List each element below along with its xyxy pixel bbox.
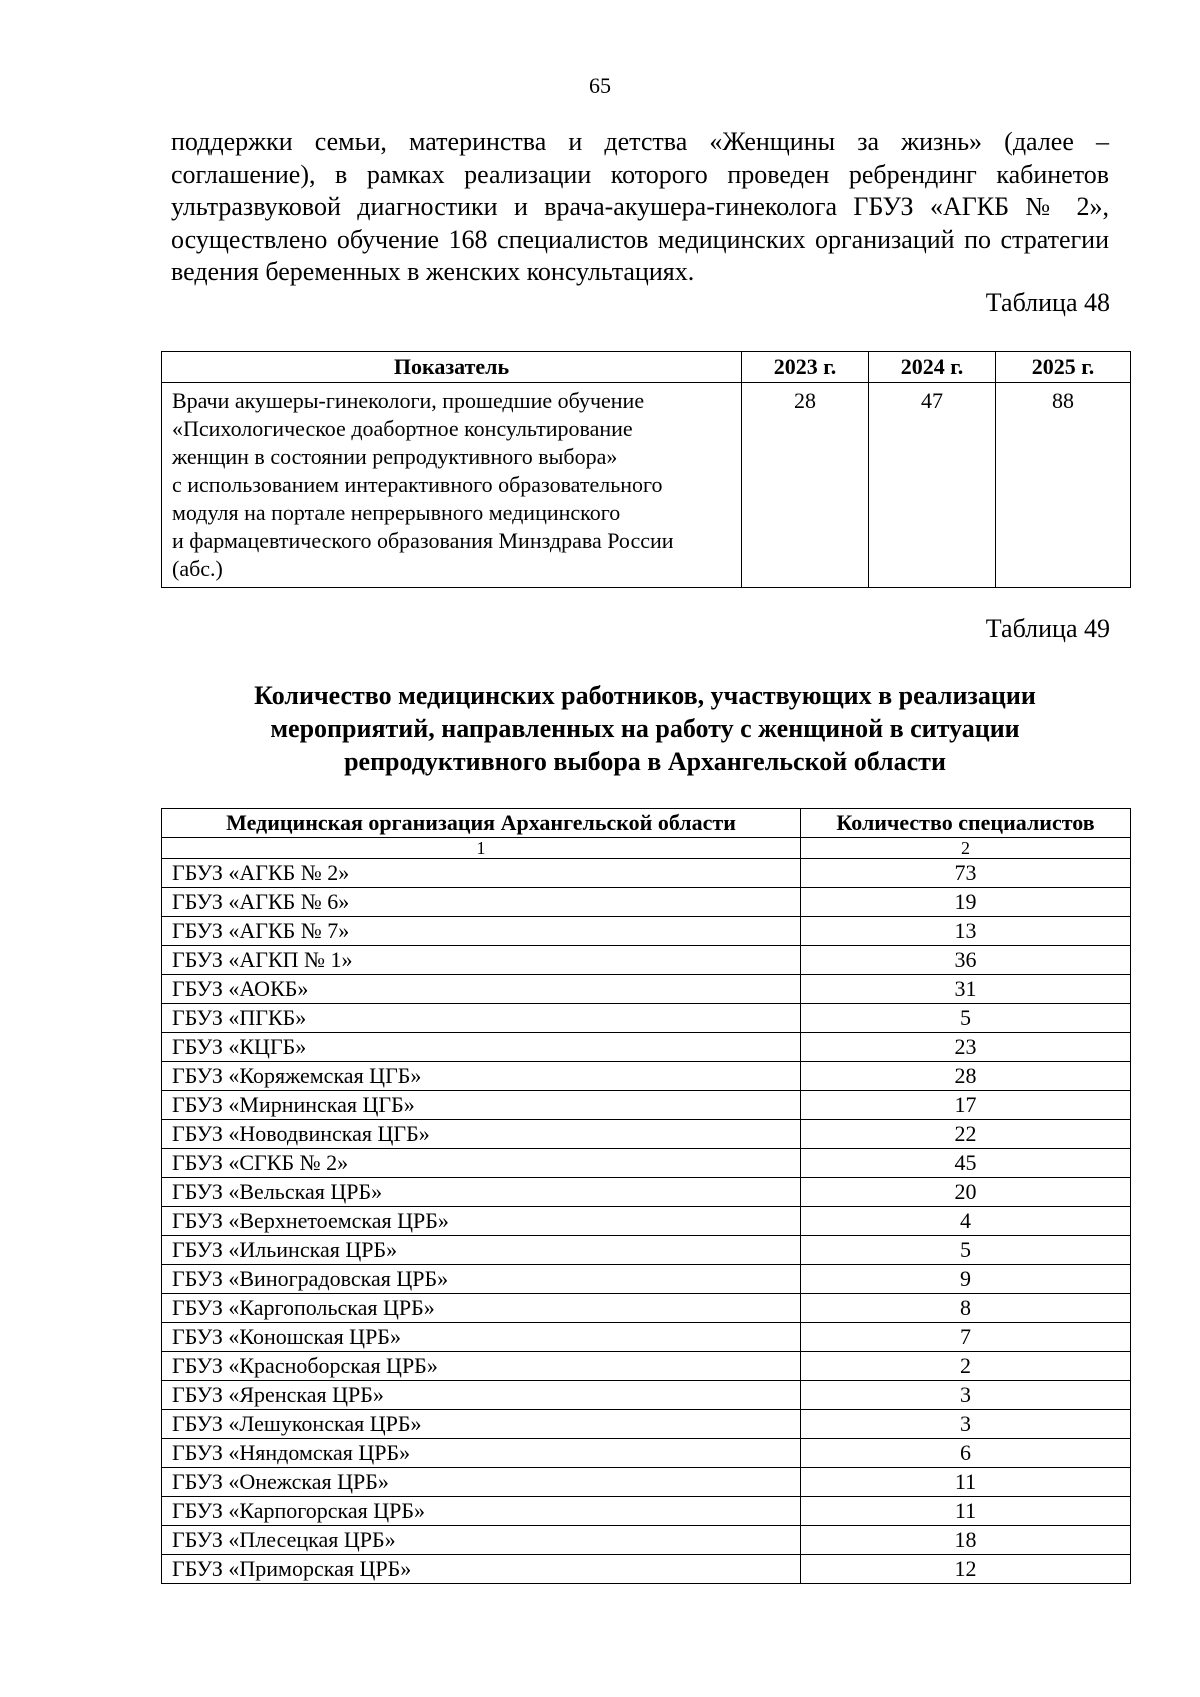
org-name-cell: ГБУЗ «Ильинская ЦРБ» (162, 1236, 801, 1265)
table-row (162, 946, 1131, 975)
specialist-count-cell: 12 (801, 1555, 1131, 1584)
specialist-count-cell: 9 (801, 1265, 1131, 1294)
org-name-cell: ГБУЗ «КЦГБ» (162, 1033, 801, 1062)
table-row (162, 1439, 1131, 1468)
indicator-cell (162, 383, 742, 588)
table-row (162, 1352, 1131, 1381)
org-name-cell: ГБУЗ «Вельская ЦРБ» (162, 1178, 801, 1207)
specialist-count-cell: 4 (801, 1207, 1131, 1236)
org-name-cell: ГБУЗ «Мирнинская ЦГБ» (162, 1091, 801, 1120)
org-name-cell: ГБУЗ «Карпогорская ЦРБ» (162, 1497, 801, 1526)
org-name-cell: ГБУЗ «ПГКБ» (162, 1004, 801, 1033)
table-row (162, 1381, 1131, 1410)
specialist-count-cell: 45 (801, 1149, 1131, 1178)
specialist-count-cell: 19 (801, 888, 1131, 917)
table-row (162, 1468, 1131, 1497)
table-49-title (160, 679, 1130, 778)
table-row (162, 888, 1131, 917)
page-number: 65 (589, 73, 611, 98)
specialist-count-cell: 28 (801, 1062, 1131, 1091)
table-48 (161, 351, 1131, 588)
specialist-count-cell: 3 (801, 1381, 1131, 1410)
indicator-line: женщин в состоянии репродуктивного выбора» (172, 444, 618, 469)
table-row (162, 1555, 1131, 1584)
table-48-caption: Таблица 48 (985, 288, 1110, 317)
table-48-header-row (162, 352, 1131, 383)
column-number: 1 (162, 838, 801, 859)
table-row (162, 1323, 1131, 1352)
specialist-count-cell: 13 (801, 917, 1131, 946)
org-name-cell: ГБУЗ «Коряжемская ЦГБ» (162, 1062, 801, 1091)
specialist-count-cell: 20 (801, 1178, 1131, 1207)
org-name-cell: ГБУЗ «Няндомская ЦРБ» (162, 1439, 801, 1468)
specialist-count-cell: 73 (801, 859, 1131, 888)
specialist-count-cell: 5 (801, 1236, 1131, 1265)
table-row (162, 383, 1131, 588)
table-49 (161, 808, 1131, 1584)
org-name-cell: ГБУЗ «Коношская ЦРБ» (162, 1323, 801, 1352)
table-row (162, 975, 1131, 1004)
table-row (162, 1410, 1131, 1439)
specialist-count-cell: 23 (801, 1033, 1131, 1062)
specialist-count-cell: 17 (801, 1091, 1131, 1120)
specialist-count-cell: 7 (801, 1323, 1131, 1352)
column-number: 2 (801, 838, 1131, 859)
value-2023: 28 (742, 383, 869, 588)
org-name-cell: ГБУЗ «АГКП № 1» (162, 946, 801, 975)
table-row (162, 1497, 1131, 1526)
org-name-cell: ГБУЗ «Каргопольская ЦРБ» (162, 1294, 801, 1323)
value-2024: 47 (869, 383, 996, 588)
table-row (162, 1526, 1131, 1555)
org-name-cell: ГБУЗ «Приморская ЦРБ» (162, 1555, 801, 1584)
org-name-cell: ГБУЗ «АОКБ» (162, 975, 801, 1004)
org-name-cell: ГБУЗ «Виноградовская ЦРБ» (162, 1265, 801, 1294)
table-49-caption: Таблица 49 (985, 614, 1110, 643)
header-indicator: Показатель (162, 352, 742, 383)
specialist-count-cell: 3 (801, 1410, 1131, 1439)
org-name-cell: ГБУЗ «Верхнетоемская ЦРБ» (162, 1207, 801, 1236)
org-name-cell: ГБУЗ «Плесецкая ЦРБ» (162, 1526, 801, 1555)
table-row (162, 1294, 1131, 1323)
value-2025: 88 (996, 383, 1131, 588)
table-row (162, 1062, 1131, 1091)
title-line: Количество медицинских работников, участвующих в реализации (254, 681, 1036, 710)
indicator-line: (абс.) (172, 556, 223, 581)
indicator-line: с использованием интерактивного образовательного (172, 472, 663, 497)
specialist-count-cell: 5 (801, 1004, 1131, 1033)
table-row (162, 1120, 1131, 1149)
org-name-cell: ГБУЗ «АГКБ № 6» (162, 888, 801, 917)
column-number-row (162, 838, 1131, 859)
indicator-line: «Психологическое доабортное консультирование (172, 416, 633, 441)
specialist-count-cell: 2 (801, 1352, 1131, 1381)
specialist-count-cell: 11 (801, 1468, 1131, 1497)
table-49-body (162, 838, 1131, 1584)
header-org: Медицинская организация Архангельской области (162, 809, 801, 838)
org-name-cell: ГБУЗ «АГКБ № 7» (162, 917, 801, 946)
org-name-cell: ГБУЗ «СГКБ № 2» (162, 1149, 801, 1178)
title-line: мероприятий, направленных на работу с женщиной в ситуации (270, 714, 1020, 743)
header-2023: 2023 г. (742, 352, 869, 383)
org-name-cell: ГБУЗ «АГКБ № 2» (162, 859, 801, 888)
table-row (162, 1265, 1131, 1294)
org-name-cell: ГБУЗ «Яренская ЦРБ» (162, 1381, 801, 1410)
table-row (162, 1236, 1131, 1265)
table-49-header-row (162, 809, 1131, 838)
table-row (162, 1033, 1131, 1062)
org-name-cell: ГБУЗ «Лешуконская ЦРБ» (162, 1410, 801, 1439)
indicator-line: Врачи акушеры-гинекологи, прошедшие обучение (172, 388, 645, 413)
specialist-count-cell: 18 (801, 1526, 1131, 1555)
org-name-cell: ГБУЗ «Красноборская ЦРБ» (162, 1352, 801, 1381)
indicator-line: модуля на портале непрерывного медицинского (172, 500, 621, 525)
table-row (162, 859, 1131, 888)
indicator-line: и фармацевтического образования Минздрава России (172, 528, 674, 553)
header-2025: 2025 г. (996, 352, 1131, 383)
body-paragraph: поддержки семьи, материнства и детства «Женщины за жизнь» (далее – соглашение), в рамках реализации которого проведен ребрендинг кабинетов ультразвуковой диагностики и врача-акушера-гинеколога ГБУЗ «АГКБ № 2», осуществлено обучение 168 специалистов медицинских организаций по стратегии ведения беременных в женских консультациях. (171, 127, 1109, 286)
specialist-count-cell: 11 (801, 1497, 1131, 1526)
header-2024: 2024 г. (869, 352, 996, 383)
specialist-count-cell: 22 (801, 1120, 1131, 1149)
table-row (162, 1178, 1131, 1207)
header-count: Количество специалистов (801, 809, 1131, 838)
table-row (162, 917, 1131, 946)
specialist-count-cell: 6 (801, 1439, 1131, 1468)
table-row (162, 1149, 1131, 1178)
table-row (162, 1004, 1131, 1033)
specialist-count-cell: 36 (801, 946, 1131, 975)
table-row (162, 1207, 1131, 1236)
table-row (162, 1091, 1131, 1120)
org-name-cell: ГБУЗ «Онежская ЦРБ» (162, 1468, 801, 1497)
specialist-count-cell: 31 (801, 975, 1131, 1004)
org-name-cell: ГБУЗ «Новодвинская ЦГБ» (162, 1120, 801, 1149)
specialist-count-cell: 8 (801, 1294, 1131, 1323)
title-line: репродуктивного выбора в Архангельской области (344, 747, 946, 776)
